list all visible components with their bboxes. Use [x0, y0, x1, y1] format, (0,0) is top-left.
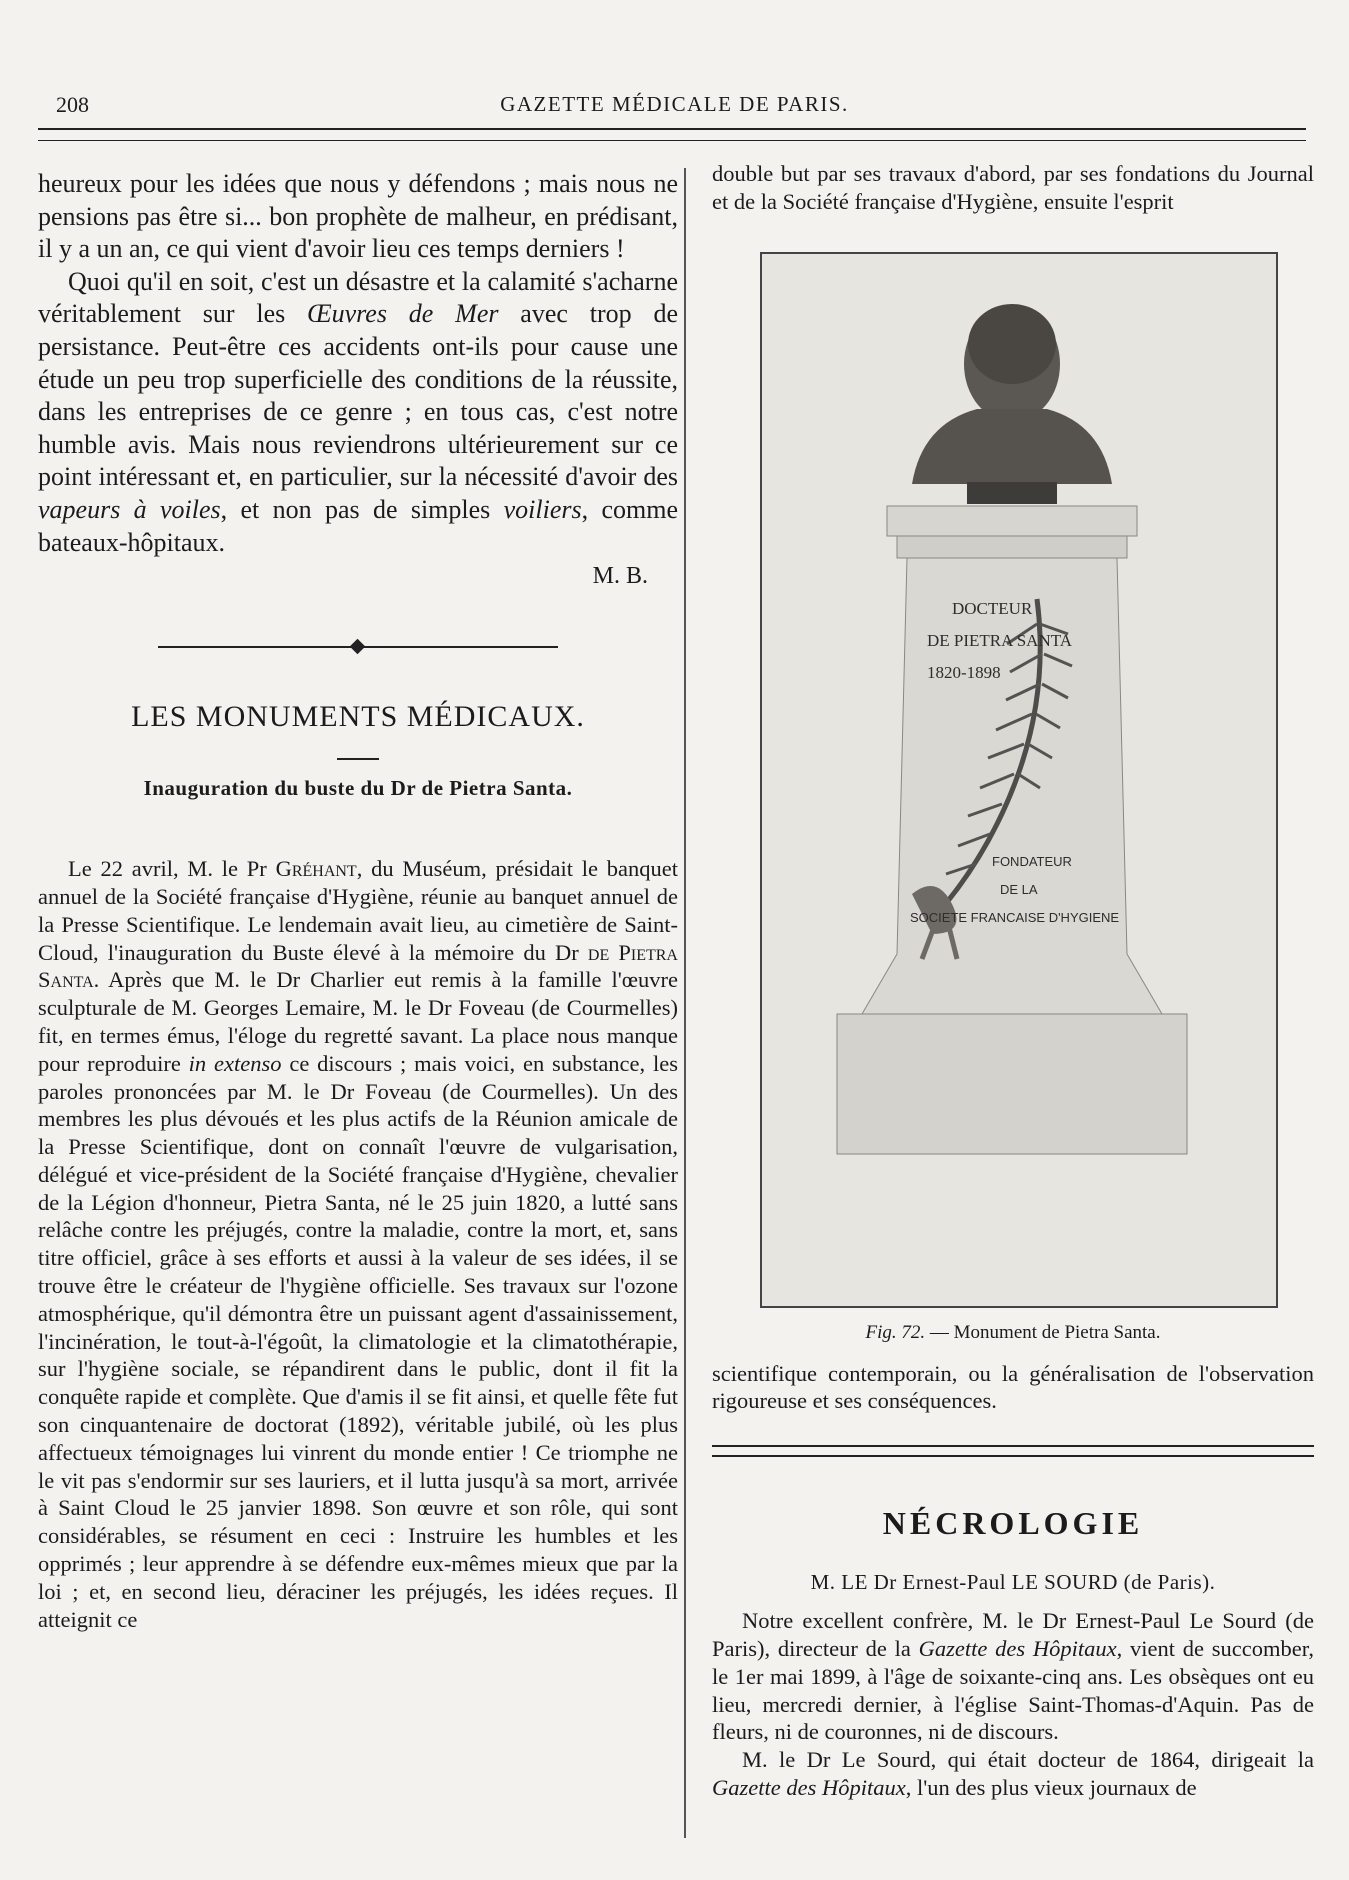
column-divider: [684, 168, 686, 1838]
text-run: M. le Dr Le Sourd, qui était docteur de 1864, dirigeait la: [742, 1747, 1314, 1773]
paragraph-le-sourd-2: [712, 1746, 1314, 1802]
caption-label: Fig. 72.: [865, 1321, 926, 1343]
paragraph-intro: heureux pour les idées que nous y défendons ; mais nous ne pensions pas être si... bon prophète de malheur, en prédisant, il y a un an, ce qui vient d'avoir lieu ces temps derniers !: [38, 169, 678, 264]
monument-figure: [760, 252, 1278, 1308]
smallcaps-run: de Pietra Santa: [38, 939, 678, 993]
text-run: , vient de succomber, le 1er mai 1899, à l'âge de soixante-cinq ans. Les obsèques ont eu lieu, mercredi dernier, à l'église Saint-Thomas-d'Aquin. Pas de fleurs, ni de couronnes, ni de discours.: [712, 1635, 1314, 1745]
italic-run: Œuvres de Mer: [307, 299, 499, 329]
article-subtitle: Inauguration du buste du Dr de Pietra Santa.: [143, 776, 573, 801]
paragraph-pietra-santa: [38, 855, 678, 1633]
header-rule-bottom: [38, 140, 1306, 141]
author-signature: M. B.: [592, 563, 648, 590]
section-title: LES MONUMENTS MÉDICAUX.: [131, 700, 585, 734]
text-run: , et non pas de simples: [220, 494, 504, 524]
paragraph-le-sourd-1: [712, 1607, 1314, 1746]
inscription-line-2: DE PIETRA SANTA: [927, 630, 1073, 650]
short-rule: [337, 758, 379, 760]
inscription-lower-3: SOCIETE FRANCAISE D'HYGIENE: [910, 909, 1120, 925]
ornamental-divider: [158, 640, 558, 654]
page-number: 208: [56, 92, 89, 117]
inscription-lower-2: DE LA: [1000, 881, 1038, 897]
text-run: Quoi qu'il en soit, c'est un désastre et la calamité s'acharne véritablement sur les: [38, 266, 678, 329]
running-title: GAZETTE MÉDICALE DE PARIS.: [500, 92, 849, 116]
necrologie-subtitle: M. LE Dr Ernest-Paul LE SOURD (de Paris).: [810, 1570, 1216, 1595]
text-run: ce discours ; mais voici, en substance, les paroles prononcées par M. le Dr Foveau (de Courmelles). Un des membres les plus dévoués et les plus actifs de la Réunion amicale de la Presse Scientifique, dont on connaît l'œuvre de vulgarisation, délégué et vice-président de la Société française d'Hygiène, chevalier de la Légion d'honneur, Pietra Santa, né le 25 juin 1820, a lutté sans relâche contre les préjugés, contre la maladie, contre la mort, et, sans titre officiel, grâce à ses efforts et aussi à la valeur de ses idées, il se trouve être le créateur de l'hygiène officielle. Ses travaux sur l'ozone atmosphérique, qu'il démontra être un puissant agent d'assainissement, l'incinération, le tout-à-l'égoût, la climatologie et la climatothérapie, sur l'hygiène sociale, se répandirent dans le public, dont il fit la conquête rapide et complète. Que d'amis il se fit ainsi, et quelle fête fut son cinquantenaire de doctorat (1892), véritable jubilé, où les plus affectueux témoignages lui vinrent du monde entier ! Ce triomphe ne le vit pas s'endormir sur ses lauriers, et il lutta jusqu'à sa mort, arrivée à Saint Cloud le 25 janvier 1898. Son œuvre et son rôle, qui sont considérables, se résument en ceci : Instruire les humbles et les opprimés ; leur apprendre à se défendre eux-mêmes mieux que par la loi ; et, en second lieu, déraciner les préjugés, les idées reçues. Il atteignit ce: [38, 1050, 679, 1632]
figure-caption: [712, 1322, 1314, 1344]
diamond-ornament-icon: [350, 639, 366, 655]
inscription-line-3: 1820-1898: [927, 662, 1001, 682]
italic-run: Gazette des Hôpitaux: [712, 1774, 906, 1800]
monument-illustration: [762, 254, 1276, 1306]
text-run: avec trop de persistance. Peut-être ces accidents ont-ils pour cause une étude un peu trop superficielle des conditions de la réussite, dans les entreprises de ce genre ; en tous cas, c'est notre humble avis. Mais nous reviendrons ultérieurement sur ce point intéressant et, en particulier, sur la nécessité d'avoir des: [38, 299, 678, 492]
smallcaps-run: Gréhant: [275, 856, 357, 882]
paragraph-scientifique: scientifique contemporain, ou la généralisation de l'observation rigoureuse et ses conséquences.: [712, 1360, 1314, 1414]
italic-run: voiliers: [503, 494, 582, 524]
right-column: [712, 160, 1314, 1802]
header-rule-top: [38, 128, 1306, 130]
text-run: , comme bateaux-hôpitaux.: [38, 494, 678, 557]
italic-run: in extenso: [188, 1050, 282, 1076]
text-run: Notre excellent confrère, M. le Dr Ernest-Paul Le Sourd (de Paris), directeur de la: [712, 1608, 1314, 1661]
paragraph-continued: double but par ses travaux d'abord, par ses fondations du Journal et de la Société française d'Hygiène, ensuite l'esprit: [712, 161, 1314, 214]
inscription-line-1: DOCTEUR: [952, 598, 1033, 618]
left-column: [38, 168, 678, 1633]
text-run: . Après que M. le Dr Charlier eut remis à la famille l'œuvre sculpturale de M. Georges Lemaire, M. le Dr Foveau (de Courmelles) fit, en termes émus, l'éloge du regretté savant. La place nous manque pour reproduire: [38, 967, 678, 1076]
paragraph-oeuvres-de-mer: [38, 266, 678, 559]
inscription-lower-1: FONDATEUR: [992, 853, 1072, 869]
caption-text: — Monument de Pietra Santa.: [925, 1321, 1161, 1343]
text-run: Le 22 avril, M. le Pr: [68, 856, 276, 882]
italic-run: Gazette des Hôpitaux: [918, 1635, 1117, 1661]
text-run: , l'un des plus vieux journaux de: [905, 1774, 1197, 1800]
text-run: , du Muséum, présidait le banquet annuel de la Société française d'Hygiène, réunie au banquet annuel de la Presse Scientifique. Le lendemain avait lieu, au cimetière de Saint-Cloud, l'inauguration du Buste élevé à la mémoire du Dr: [38, 856, 678, 965]
double-rule: [712, 1445, 1314, 1457]
italic-run: vapeurs à voiles: [38, 494, 221, 524]
necrologie-title: NÉCROLOGIE: [882, 1505, 1144, 1542]
